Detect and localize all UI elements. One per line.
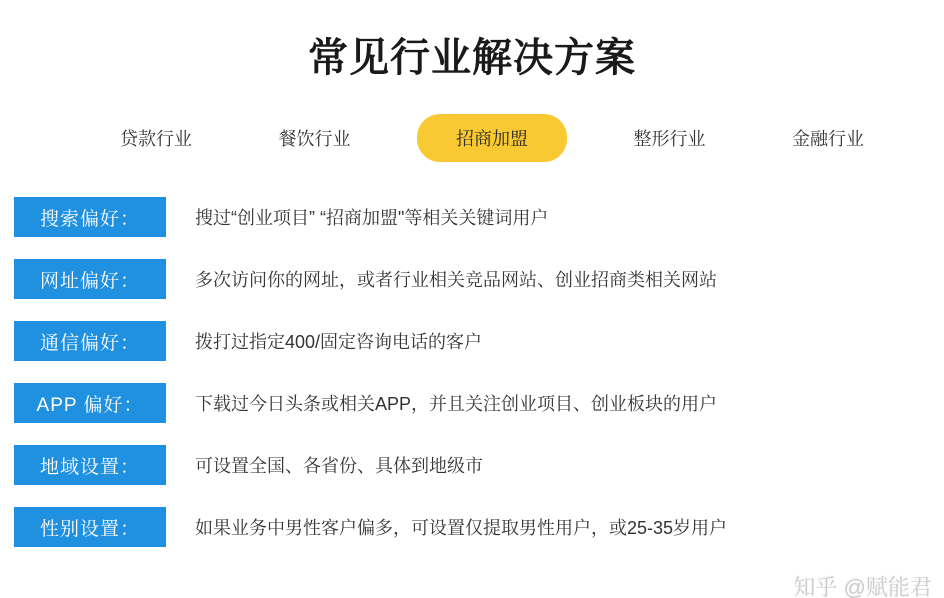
- tab-finance-industry[interactable]: 金融行业: [792, 129, 864, 149]
- row-label-url-preference: 网址偏好：: [14, 259, 166, 299]
- page-title: 常见行业解决方案: [308, 36, 636, 80]
- row-label-gender-setting: 性别设置：: [14, 507, 166, 547]
- row-label-search-preference: 搜索偏好：: [14, 197, 166, 237]
- row-search-preference: [14, 197, 944, 237]
- row-desc-search-preference: 搜过“创业项目” “招商加盟"等相关关键词用户: [195, 208, 549, 228]
- row-url-preference: [14, 259, 944, 299]
- row-desc-region-setting: 可设置全国、各省份、具体到地级市: [195, 456, 483, 476]
- row-desc-url-preference: 多次访问你的网址，或者行业相关竞品网站、创业招商类相关网站: [195, 270, 717, 290]
- tab-plastic-surgery-industry[interactable]: 整形行业: [633, 129, 706, 149]
- row-communication-preference: [14, 321, 944, 361]
- preference-rows: [14, 197, 944, 547]
- tab-franchise-industry[interactable]: 招商加盟: [417, 114, 567, 162]
- solutions-infographic: [0, 26, 944, 598]
- row-label-app-preference: APP 偏好：: [14, 383, 166, 423]
- row-gender-setting: [14, 507, 944, 547]
- row-region-setting: [14, 445, 944, 485]
- row-desc-app-preference: 下载过今日头条或相关APP，并且关注创业项目、创业板块的用户: [195, 394, 718, 414]
- industry-tabs: [100, 115, 884, 161]
- row-app-preference: [14, 383, 944, 423]
- row-label-communication-preference: 通信偏好：: [14, 321, 166, 361]
- row-desc-communication-preference: 拨打过指定400/固定咨询电话的客户: [195, 332, 483, 352]
- tab-loan-industry[interactable]: 贷款行业: [120, 129, 192, 149]
- tab-catering-industry[interactable]: 餐饮行业: [278, 129, 351, 149]
- row-desc-gender-setting: 如果业务中男性客户偏多，可设置仅提取男性用户，或25-35岁用户: [195, 518, 728, 538]
- zhihu-watermark: 知乎 @赋能君: [793, 575, 932, 598]
- row-label-region-setting: 地域设置：: [14, 445, 166, 485]
